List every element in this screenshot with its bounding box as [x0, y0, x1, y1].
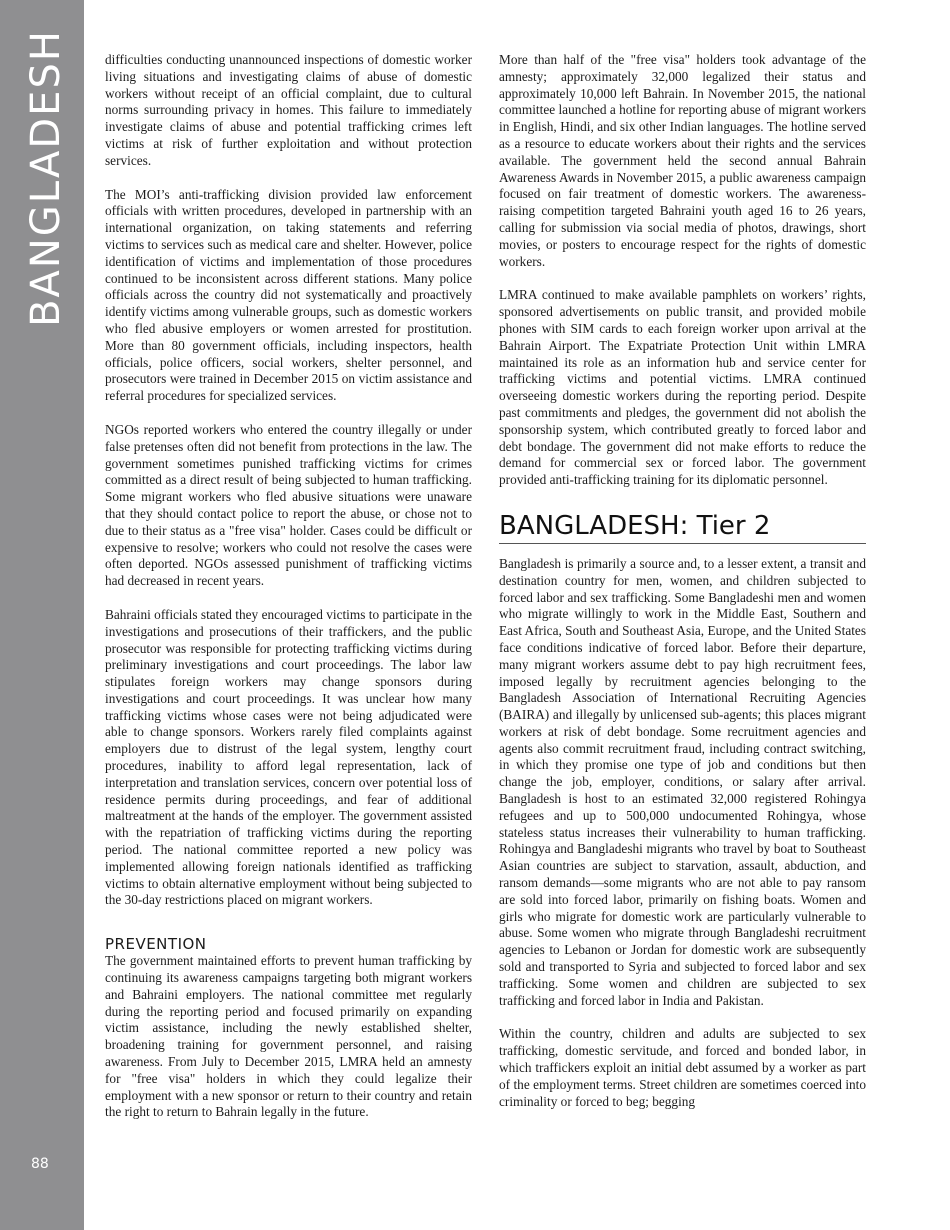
sidebar: [0, 0, 84, 1230]
paragraph: The MOI’s anti-trafficking division provided law enforcement officials with written procedures, developed in partnership with an international organization, on taking statements and referring victims to services such as medical care and shelter. However, police identification of victims and implementation of those procedures continued to be inconsistent across different stations. Many police officials across the country did not systematically and proactively identify victims among vulnerable groups, such as domestic workers who fled abusive employers or women arrested for prostitution. More than 80 government officials, including inspectors, health officials, police officers, social workers, shelter personnel, and prosecutors were trained in December 2015 on victim assistance and referral procedures for specialized services.: [105, 186, 472, 404]
paragraph: Within the country, children and adults are subjected to sex trafficking, domestic servitude, and forced and bonded labor, in which traffickers exploit an initial debt assumed by a worker as part of the employment terms. Street children are sometimes coerced into criminality or forced to beg; begging: [499, 1026, 866, 1109]
left-column: [105, 52, 472, 1138]
prevention-paragraph: The government maintained efforts to prevent human trafficking by continuing its awareness campaigns targeting both migrant workers and Bahraini employers. The national committee met regularly during the reporting period and focused primarily on expanding victim assistance, including the newly established shelter, broadening training for government personnel, and raising awareness. From July to December 2015, LMRA held an amnesty for "free visa" holders in which they could legalize their employment with a new sponsor or return to their country and retain the right to return to Bahrain legally in the future.: [105, 953, 472, 1120]
paragraph: More than half of the "free visa" holders took advantage of the amnesty; approximately 32,000 legalized their status and approximately 10,000 left Bahrain. In November 2015, the national committee launched a hotline for reporting abuse of migrant workers in English, Hindi, and six other Indian languages. The hotline served as a resource to educate workers about their rights and the services available. The government held the second annual Bahrain Awareness Awards in November 2015, a public awareness campaign focused on fair treatment of domestic workers. The awareness-raising competition targeted Bahraini youth aged 16 to 26 years, calling for submission via social media of photos, drawings, short movies, or posters to encourage respect for the rights of domestic workers.: [499, 52, 866, 269]
paragraph: Bangladesh is primarily a source and, to a lesser extent, a transit and destination country for men, women, and children subjected to forced labor and sex trafficking. Some Bangladeshi men and women who migrate willingly to work in the Middle East, Southern and East Africa, South and Southeast Asia, Europe, and the United States face conditions indicative of forced labor. Before their departure, many migrant workers assume debt to pay high recruitment fees, imposed legally by recruitment agencies belonging to the Bangladesh Association of International Recruiting Agencies (BAIRA) and illegally by unlicensed sub-agents; this places migrant workers at risk of debt bondage. Some recruitment agencies and agents also commit recruitment fraud, including contract switching, in which they promise one type of job and conditions but then change the job, employer, conditions, or salary after arrival. Bangladesh is host to an estimated 32,000 registered Rohingya refugees and up to 500,000 undocumented Rohingya, whose stateless status increases their vulnerability to human trafficking. Rohingya and Bangladeshi migrants who travel by boat to Southeast Asian countries are subject to starvation, assault, abduction, and ransom demands—some migrants who are not able to pay ransom are sold into forced labor, primarily on fishing boats. Women and girls who migrate for domestic work are particularly vulnerable to abuse. Some women who migrate through Bangladeshi recruitment agencies to Lebanon or Jordan for domestic work are subsequently sold and transported to Syria and subjected to forced labor and sex trafficking. Some women and children are subjected to sex trafficking and forced labor in India and Pakistan.: [499, 555, 866, 1008]
tier-heading: BANGLADESH: Tier 2: [499, 511, 866, 544]
prevention-heading: PREVENTION: [105, 935, 207, 954]
right-column: [499, 52, 866, 1127]
country-title: BANGLADESH: [23, 29, 69, 327]
paragraph: NGOs reported workers who entered the country illegally or under false pretenses often did not benefit from protections in the law. The government sometimes punished trafficking victims for crimes committed as a direct result of being subjected to human trafficking. Some migrant workers who fled abusive situations were unaware that they should contact police to report the abuse, or chose not to due to their status as a "free visa" holder. Cases could be difficult or expensive to resolve; workers who could not resolve the cases were often deported. NGOs assessed punishment of trafficking victims had decreased in recent years.: [105, 421, 472, 589]
paragraph: LMRA continued to make available pamphlets on workers’ rights, sponsored advertisements on public transit, and provided mobile phones with SIM cards to each foreign worker upon arrival at the Bahrain Airport. The Expatriate Protection Unit within LMRA maintained its role as an information hub and service center for trafficking victims and potential victims. LMRA continued overseeing domestic workers during the reporting period. Despite past commitments and pledges, the government did not abolish the sponsorship system, which contributed greatly to forced labor and debt bondage. The government did not make efforts to reduce the demand for commercial sex or forced labor. The government provided anti-trafficking training for its diplomatic personnel.: [499, 287, 866, 488]
paragraph: difficulties conducting unannounced inspections of domestic worker living situations and investigating claims of abuse of domestic workers without receipt of an official complaint, due to cultural norms surrounding privacy in homes. This failure to immediately investigate claims of abuse and potential trafficking crimes left victims at risk of further exploitation and without protection services.: [105, 52, 472, 168]
paragraph: Bahraini officials stated they encouraged victims to participate in the investigations and prosecutions of their traffickers, and the public prosecutor was responsible for protecting trafficking victims during preliminary investigations and court proceedings. The labor law stipulates foreign workers may change sponsors during investigations and court proceedings. It was unclear how many trafficking victims whose cases were not being adjudicated were able to change sponsors. Workers rarely filed complaints against employers due to distrust of the legal system, lengthy court procedures, inability to afford legal representation, lack of interpretation and translation services, concern over potential loss of residence permits during proceedings, and fear of additional maltreatment at the hands of the employer. The government assisted with the repatriation of trafficking victims during the reporting period. The national committee reported a new policy was implemented allowing foreign nationals identified as trafficking victims to obtain alternative employment without being subjected to the 30-day restrictions placed on migrant workers.: [105, 606, 472, 908]
page-number: 88: [31, 1156, 49, 1172]
